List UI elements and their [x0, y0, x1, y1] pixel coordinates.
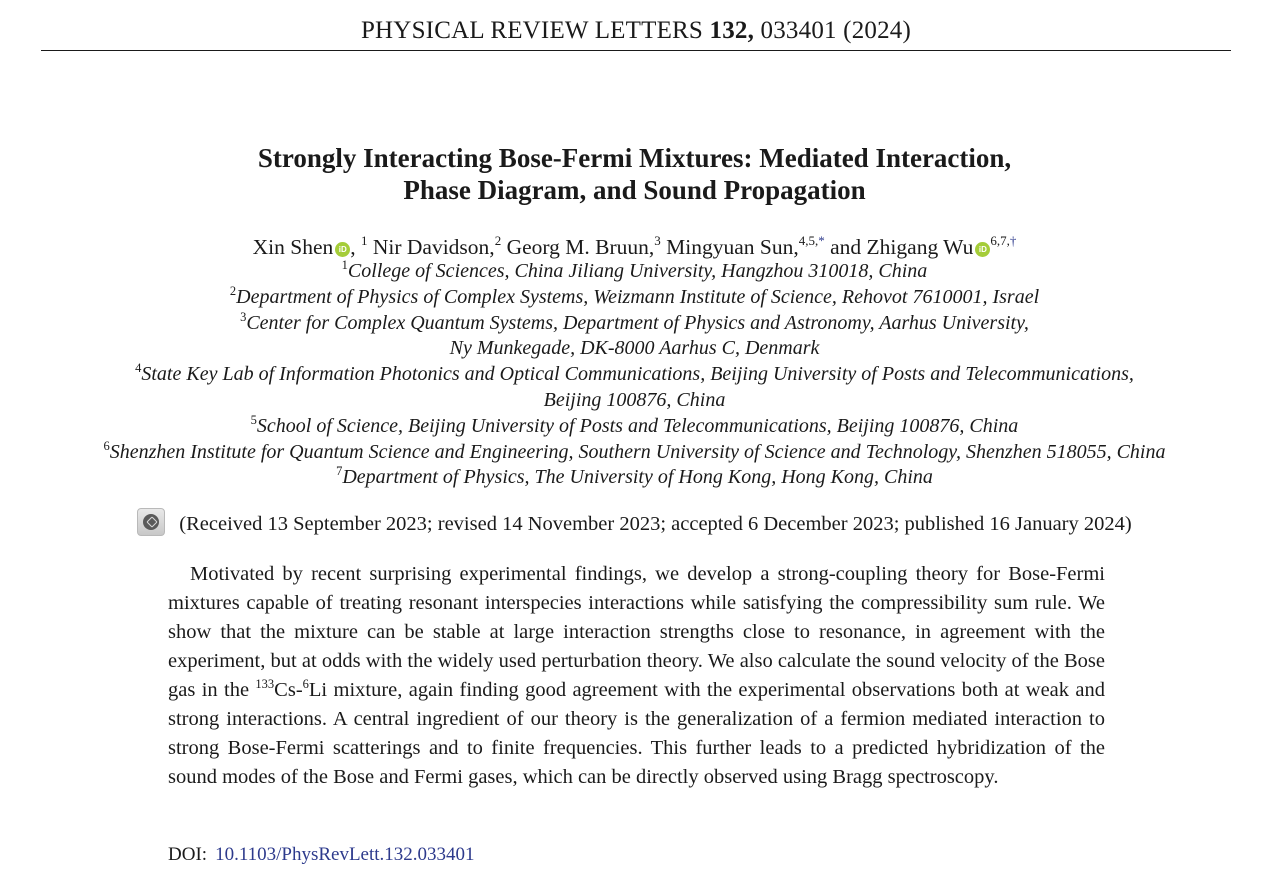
author-name: and Zhigang Wu: [830, 235, 974, 259]
publication-history: [0, 508, 1269, 539]
corresponding-author-mark[interactable]: *: [818, 233, 825, 248]
isotope-mass: 133: [255, 677, 275, 691]
author-affiliation-ref: 6,7,: [990, 233, 1010, 248]
header-rule: [41, 50, 1231, 51]
affiliation: Ny Munkegade, DK-8000 Aarhus C, Denmark: [449, 337, 820, 360]
article-number: 033401 (2024): [760, 17, 912, 44]
journal-name: PHYSICAL REVIEW LETTERS: [360, 17, 704, 44]
orcid-icon[interactable]: iD: [335, 242, 350, 257]
affiliation: $^4$State Key Lab of Information Photonics and Optical Communications, Beijing University of Posts and Telecommunications,: [135, 361, 1134, 386]
affiliation: $^1$College of Sciences, China Jiliang University, Hangzhou 310018, China: [341, 258, 928, 282]
author-affiliation-ref: 3: [654, 233, 661, 248]
affiliation: $^6$Shenzhen Institute for Quantum Science and Engineering, Southern University of Science and Technology, Shenzhen 518055, China: [103, 438, 1166, 463]
affiliation: $^3$Center for Complex Quantum Systems, Department of Physics and Astronomy, Aarhus University,: [240, 309, 1029, 334]
paper-title: [0, 142, 1269, 206]
author-affiliation-ref: 4,5,: [798, 233, 819, 248]
doi-label: DOI:: [168, 844, 208, 865]
author-name: Nir Davidson,: [372, 235, 495, 259]
affiliation: Beijing 100876, China: [543, 388, 726, 411]
isotope-mass: 6: [302, 677, 309, 691]
affiliation: $^2$Department of Physics of Complex Systems, Weizmann Institute of Science, Rehovot 7610001, Israel: [229, 283, 1040, 308]
title-line-2: Phase Diagram, and Sound Propagation: [403, 175, 866, 205]
title-line-1: Strongly Interacting Bose-Fermi Mixtures: Mediated Interaction,: [257, 143, 1012, 173]
affiliation: $^5$School of Science, Beijing University of Posts and Telecommunications, Beijing 100876, China: [250, 412, 1019, 437]
affiliation-list: [0, 259, 1269, 491]
journal-volume: 132,: [709, 17, 755, 44]
orcid-icon[interactable]: iD: [975, 242, 990, 257]
author-name: Xin Shen: [252, 235, 334, 259]
author-affiliation-ref: 1: [360, 233, 368, 248]
abstract: Motivated by recent surprising experimental findings, we develop a strong-coupling theory for Bose-Fermi mixtures capable of treating resonant interspecies interactions while satisfying the compressibility sum rule. We show that the mixture can be stable at large interaction strengths close to resonance, in agreement with the experiment, but at odds with the widely used perturbation theory. We also calculate the sound velocity of the Bose gas in the $^{133}$Cs-$^6$Li mixture, again finding good agreement with the experimental observations both at weak and strong interactions. A central ingredient of our theory is the generalization of a fermion mediated interaction to strong Bose-Fermi scatterings and to finite frequencies. This further leads to a predicted hybridization of the sound modes of the Bose and Fermi gases, which can be directly observed using Bragg spectroscopy.: [168, 563, 1105, 788]
doi-link[interactable]: 10.1103/PhysRevLett.132.033401: [215, 844, 475, 865]
author-name: Georg M. Bruun,: [506, 235, 655, 259]
received-dates: (Received 13 September 2023; revised 14 November 2023; accepted 6 December 2023; published 16 January 2024): [179, 513, 1132, 535]
journal-header: [41, 16, 1231, 46]
doi-line: [168, 843, 475, 867]
crossmark-icon[interactable]: [137, 508, 165, 536]
affiliation: $^7$Department of Physics, The University of Hong Kong, Hong Kong, China: [336, 464, 933, 489]
corresponding-author-mark[interactable]: †: [1009, 233, 1017, 248]
author-affiliation-ref: 2: [494, 233, 502, 248]
author-name: Mingyuan Sun,: [666, 235, 799, 259]
author-list: Xin Shen iD , $^1$ Nir Davidson,$^2$ Georg M. Bruun,$^3$ Mingyuan Sun,$^{4,5,*}$ and Zhigang Wu $iD^{6,7,\dagger}$: [252, 233, 1017, 259]
